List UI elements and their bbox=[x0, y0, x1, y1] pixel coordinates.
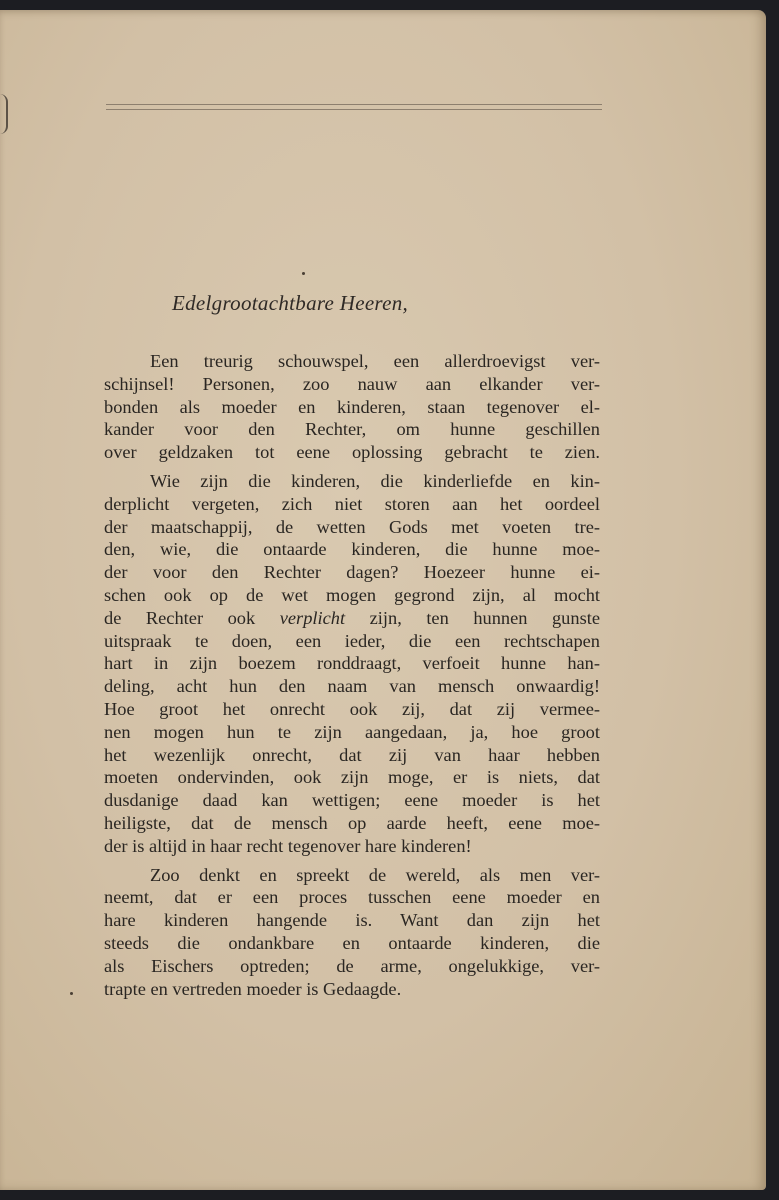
text-line: nen mogen hun te zijn aangedaan, ja, hoe groot bbox=[104, 721, 600, 742]
emphasized-word: verplicht bbox=[279, 607, 346, 628]
salutation: Edelgrootachtbare Heeren, bbox=[172, 291, 409, 315]
text-line: schijnsel! Personen, zoo nauw aan elkander ver- bbox=[104, 373, 600, 394]
text-line: over geldzaken tot eene oplossing gebracht te zien. bbox=[104, 442, 600, 463]
paragraph-3 bbox=[104, 864, 600, 1001]
paper-speck bbox=[302, 272, 305, 275]
text-line: trapte en vertreden moeder is Gedaagde. bbox=[104, 978, 402, 999]
binding-edge-mark bbox=[0, 94, 8, 134]
text-line: der is altijd in haar recht tegenover hare kinderen! bbox=[104, 835, 472, 856]
text-line: het wezenlijk onrecht, dat zij van haar hebben bbox=[104, 744, 600, 765]
text-line: bonden als moeder en kinderen, staan tegenover el- bbox=[104, 396, 600, 417]
text-line: der maatschappij, de wetten Gods met voeten tre- bbox=[104, 516, 600, 537]
text-line: moeten ondervinden, ook zijn moge, er is niets, dat bbox=[104, 767, 600, 788]
text-line: kander voor den Rechter, om hunne geschillen bbox=[104, 419, 600, 440]
text-line: Een treurig schouwspel, een allerdroevigst ver- bbox=[150, 351, 600, 371]
line-text-after: zijn, ten hunnen gunste bbox=[369, 607, 600, 628]
text-line: Zoo denkt en spreekt de wereld, als men ver- bbox=[150, 864, 600, 885]
paper-speck bbox=[70, 992, 73, 995]
text-line: der voor den Rechter dagen? Hoezeer hunne ei- bbox=[104, 562, 600, 583]
text-line: schen ook op de wet mogen gegrond zijn, al mocht bbox=[104, 584, 600, 605]
text-line: steeds die ondankbare en ontaarde kinderen, die bbox=[104, 932, 600, 953]
text-line: dusdanige daad kan wettigen; eene moeder is het bbox=[104, 790, 600, 811]
text-line: hare kinderen hangende is. Want dan zijn het bbox=[104, 910, 600, 931]
text-line: heiligste, dat de mensch op aarde heeft, eene moe- bbox=[104, 812, 600, 833]
book-page bbox=[0, 10, 766, 1190]
text-line: deling, acht hun den naam van mensch onwaardig! bbox=[104, 676, 600, 697]
paragraph-1 bbox=[104, 350, 600, 464]
header-rule-bottom bbox=[106, 109, 602, 110]
header-rule-top bbox=[106, 104, 602, 105]
text-line: uitspraak te doen, een ieder, die een rechtschapen bbox=[104, 630, 600, 651]
text-line: hart in zijn boezem ronddraagt, verfoeit hunne han- bbox=[104, 653, 600, 674]
text-line-with-emphasis bbox=[104, 607, 600, 630]
line-text-before: de Rechter ook bbox=[104, 607, 256, 628]
text-line: Hoe groot het onrecht ook zij, dat zij vermee- bbox=[104, 698, 600, 719]
body-text bbox=[104, 350, 600, 1006]
text-line: als Eischers optreden; de arme, ongelukkige, ver- bbox=[104, 955, 600, 976]
text-line: derplicht vergeten, zich niet storen aan het oordeel bbox=[104, 493, 600, 514]
paragraph-2 bbox=[104, 470, 600, 858]
text-line: Wie zijn die kinderen, die kinderliefde en kin- bbox=[150, 470, 600, 491]
text-line: den, wie, die ontaarde kinderen, die hunne moe- bbox=[104, 539, 600, 560]
text-line: neemt, dat er een proces tusschen eene moeder en bbox=[104, 887, 600, 908]
